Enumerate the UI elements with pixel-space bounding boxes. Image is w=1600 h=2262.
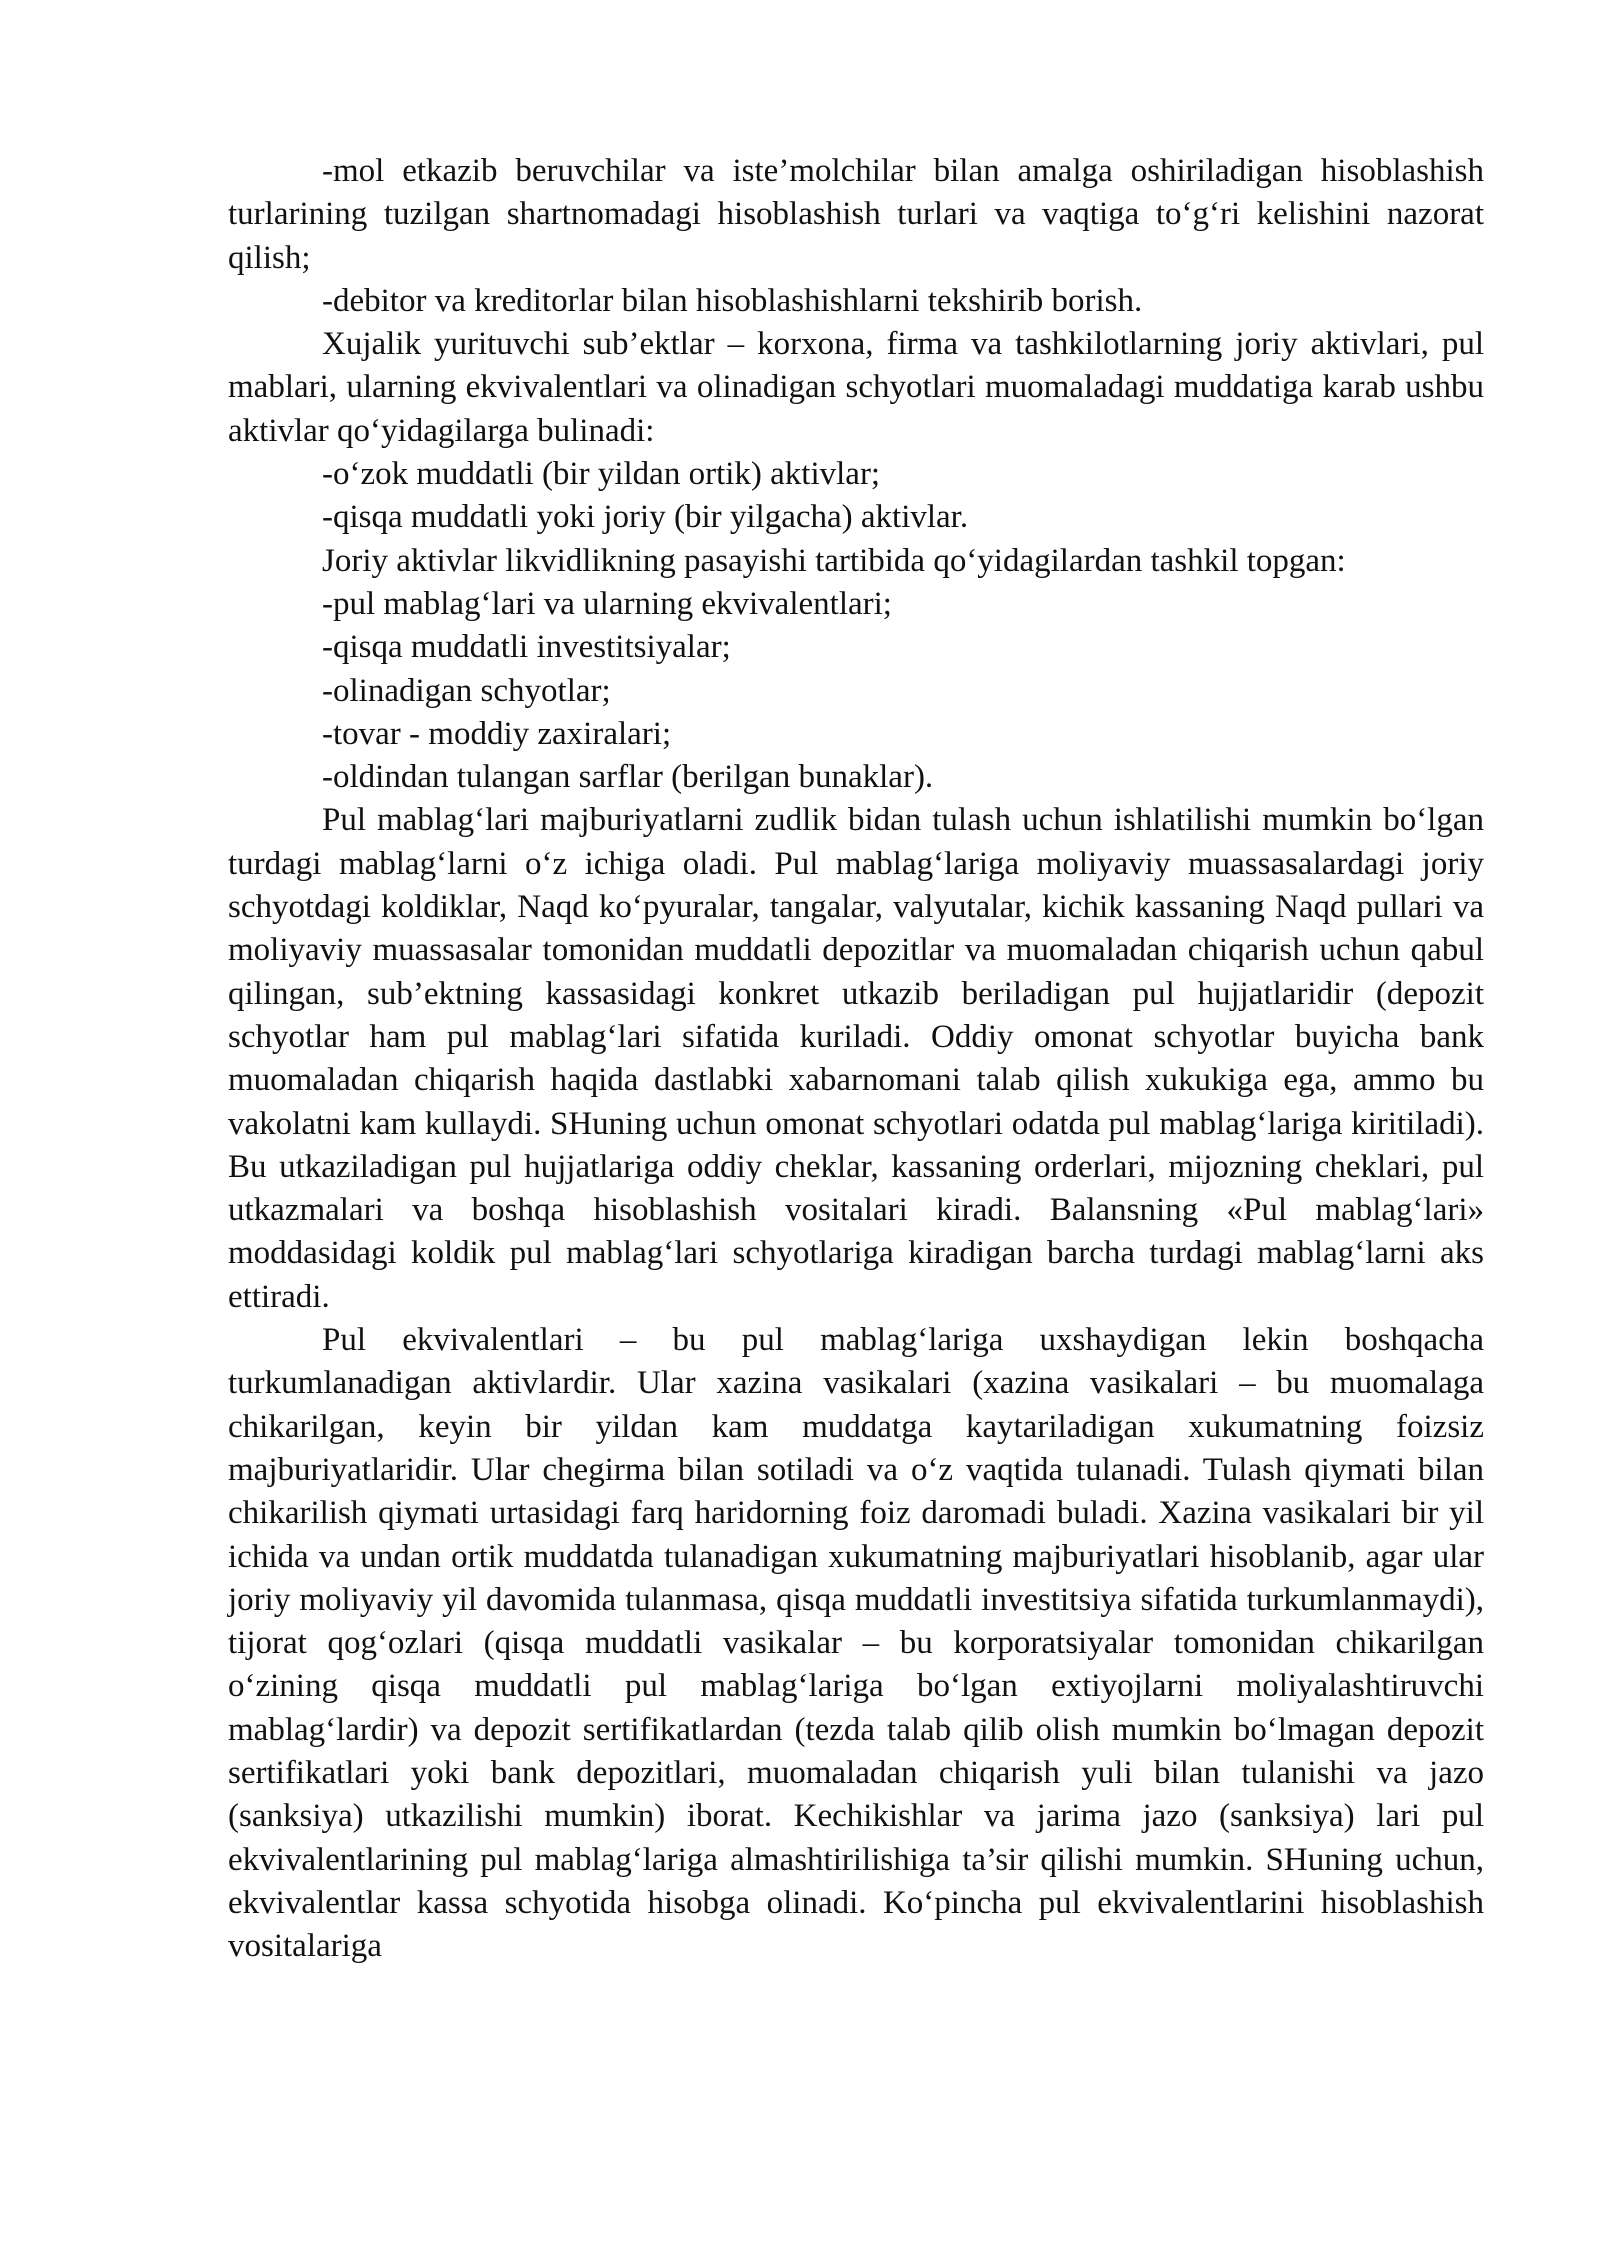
list-item-receivables: -olinadigan schyotlar; [322, 672, 611, 709]
list-item-prepaid: -oldindan tulangan sarflar (berilgan bunaklar). [322, 759, 934, 796]
paragraph-cash-definition: Pul mablag‘lari majburiyatlarni zudlik bidan tulash uchun ishlatilishi mumkin bo‘lgan turdagi mablag‘larni o‘z ichiga oladi. Pul mablag‘lariga moliyaviy muassasalardagi joriy schyotdagi koldiklar, Naqd ko‘pyuralar, tangalar, valyutalar, kichik kassaning Naqd pullari va moliyaviy muassasalar tomonidan muddatli depozitlar va muomaladan chiqarish uchun qabul qilingan, sub’ektning kassasidagi konkret utkazib beriladigan pul hujjatlaridir (depozit schyotlar ham pul mablag‘lari sifatida kuriladi. Oddiy omonat schyotlar buyicha bank muomaladan chiqarish haqida dastlabki xabarnomani talab qilish xukukiga ega, ammo bu vakolatni kam kullaydi. SHuning uchun omonat schyotlari odatda pul mablag‘lariga kiritiladi). Bu utkaziladigan pul hujjatlariga oddiy cheklar, kassaning orderlari, mijozning cheklari, pul utkazmalari va boshqa hisoblashish vositalari kiradi. Balansning «Pul mablag‘lari» moddasidagi koldik pul mablag‘lari schyotlariga kiradigan barcha turdagi mablag‘larni aks ettiradi. [228, 802, 1484, 1315]
list-item-cash: -pul mablag‘lari va ularning ekvivalentlari; [322, 585, 892, 622]
paragraph-assets-classification: Xujalik yurituvchi sub’ektlar – korxona, firma va tashkilotlarning joriy aktivlari, pul mablari, ularning ekvivalentlari va olinadigan schyotlari muomaladagi muddatiga karab ushbu aktivlar qo‘yidagilarga bulinadi: [228, 326, 1484, 449]
list-item-long-term-assets: -o‘zok muddatli (bir yildan ortik) aktivlar; [322, 456, 881, 493]
paragraph-current-assets: Joriy aktivlar likvidlikning pasayishi tartibida qo‘yidagilardan tashkil topgan: [322, 542, 1346, 579]
list-item-investments: -qisqa muddatli investitsiyalar; [322, 629, 731, 666]
list-item-short-term-assets: -qisqa muddatli yoki joriy (bir yilgacha) aktivlar. [322, 499, 969, 536]
paragraph-supplier-control: -mol etkazib beruvchilar va iste’molchilar bilan amalga oshiriladigan hisoblashish turlarining tuzilgan shartnomadagi hisoblashish turlari va vaqtiga to‘g‘ri kelishini nazorat qilish; [228, 153, 1484, 276]
list-item-debitor-check: -debitor va kreditorlar bilan hisoblashishlarni tekshirib borish. [322, 282, 1143, 319]
document-page [228, 150, 1484, 1968]
list-item-inventory: -tovar - moddiy zaxiralari; [322, 715, 672, 752]
paragraph-cash-equivalents: Pul ekvivalentlari – bu pul mablag‘lariga uxshaydigan lekin boshqacha turkumlanadigan aktivlardir. Ular xazina vasikalari (xazina vasikalari – bu muomalaga chikarilgan, keyin bir yildan kam muddatga kaytariladigan xukumatning foizsiz majburiyatlaridir. Ular chegirma bilan sotiladi va o‘z vaqtida tulanadi. Tulash qiymati bilan chikarilish qiymati urtasidagi farq haridorning foiz daromadi buladi. Xazina vasikalari bir yil ichida va undan ortik muddatda tulanadigan xukumatning majburiyatlari hisoblanib, agar ular joriy moliyaviy yil davomida tulanmasa, qisqa muddatli investitsiya sifatida turkumlanmaydi), tijorat qog‘ozlari (qisqa muddatli vasikalar – bu korporatsiyalar tomonidan chikarilgan o‘zining qisqa muddatli pul mablag‘lariga bo‘lgan extiyojlarni moliyalashtiruvchi mablag‘lardir) va depozit sertifikatlardan (tezda talab qilib olish mumkin bo‘lmagan depozit sertifikatlari yoki bank depozitlari, muomaladan chiqarish yuli bilan tulanishi va jazo (sanksiya) utkazilishi mumkin) iborat. Kechikishlar va jarima jazo (sanksiya) lari pul ekvivalentlarining pul mablag‘lariga almashtirilishiga ta’sir qilishi mumkin. SHuning uchun, ekvivalentlar kassa schyotida hisobga olinadi. Ko‘pincha pul ekvivalentlarini hisoblashish vositalariga [228, 1322, 1484, 1965]
